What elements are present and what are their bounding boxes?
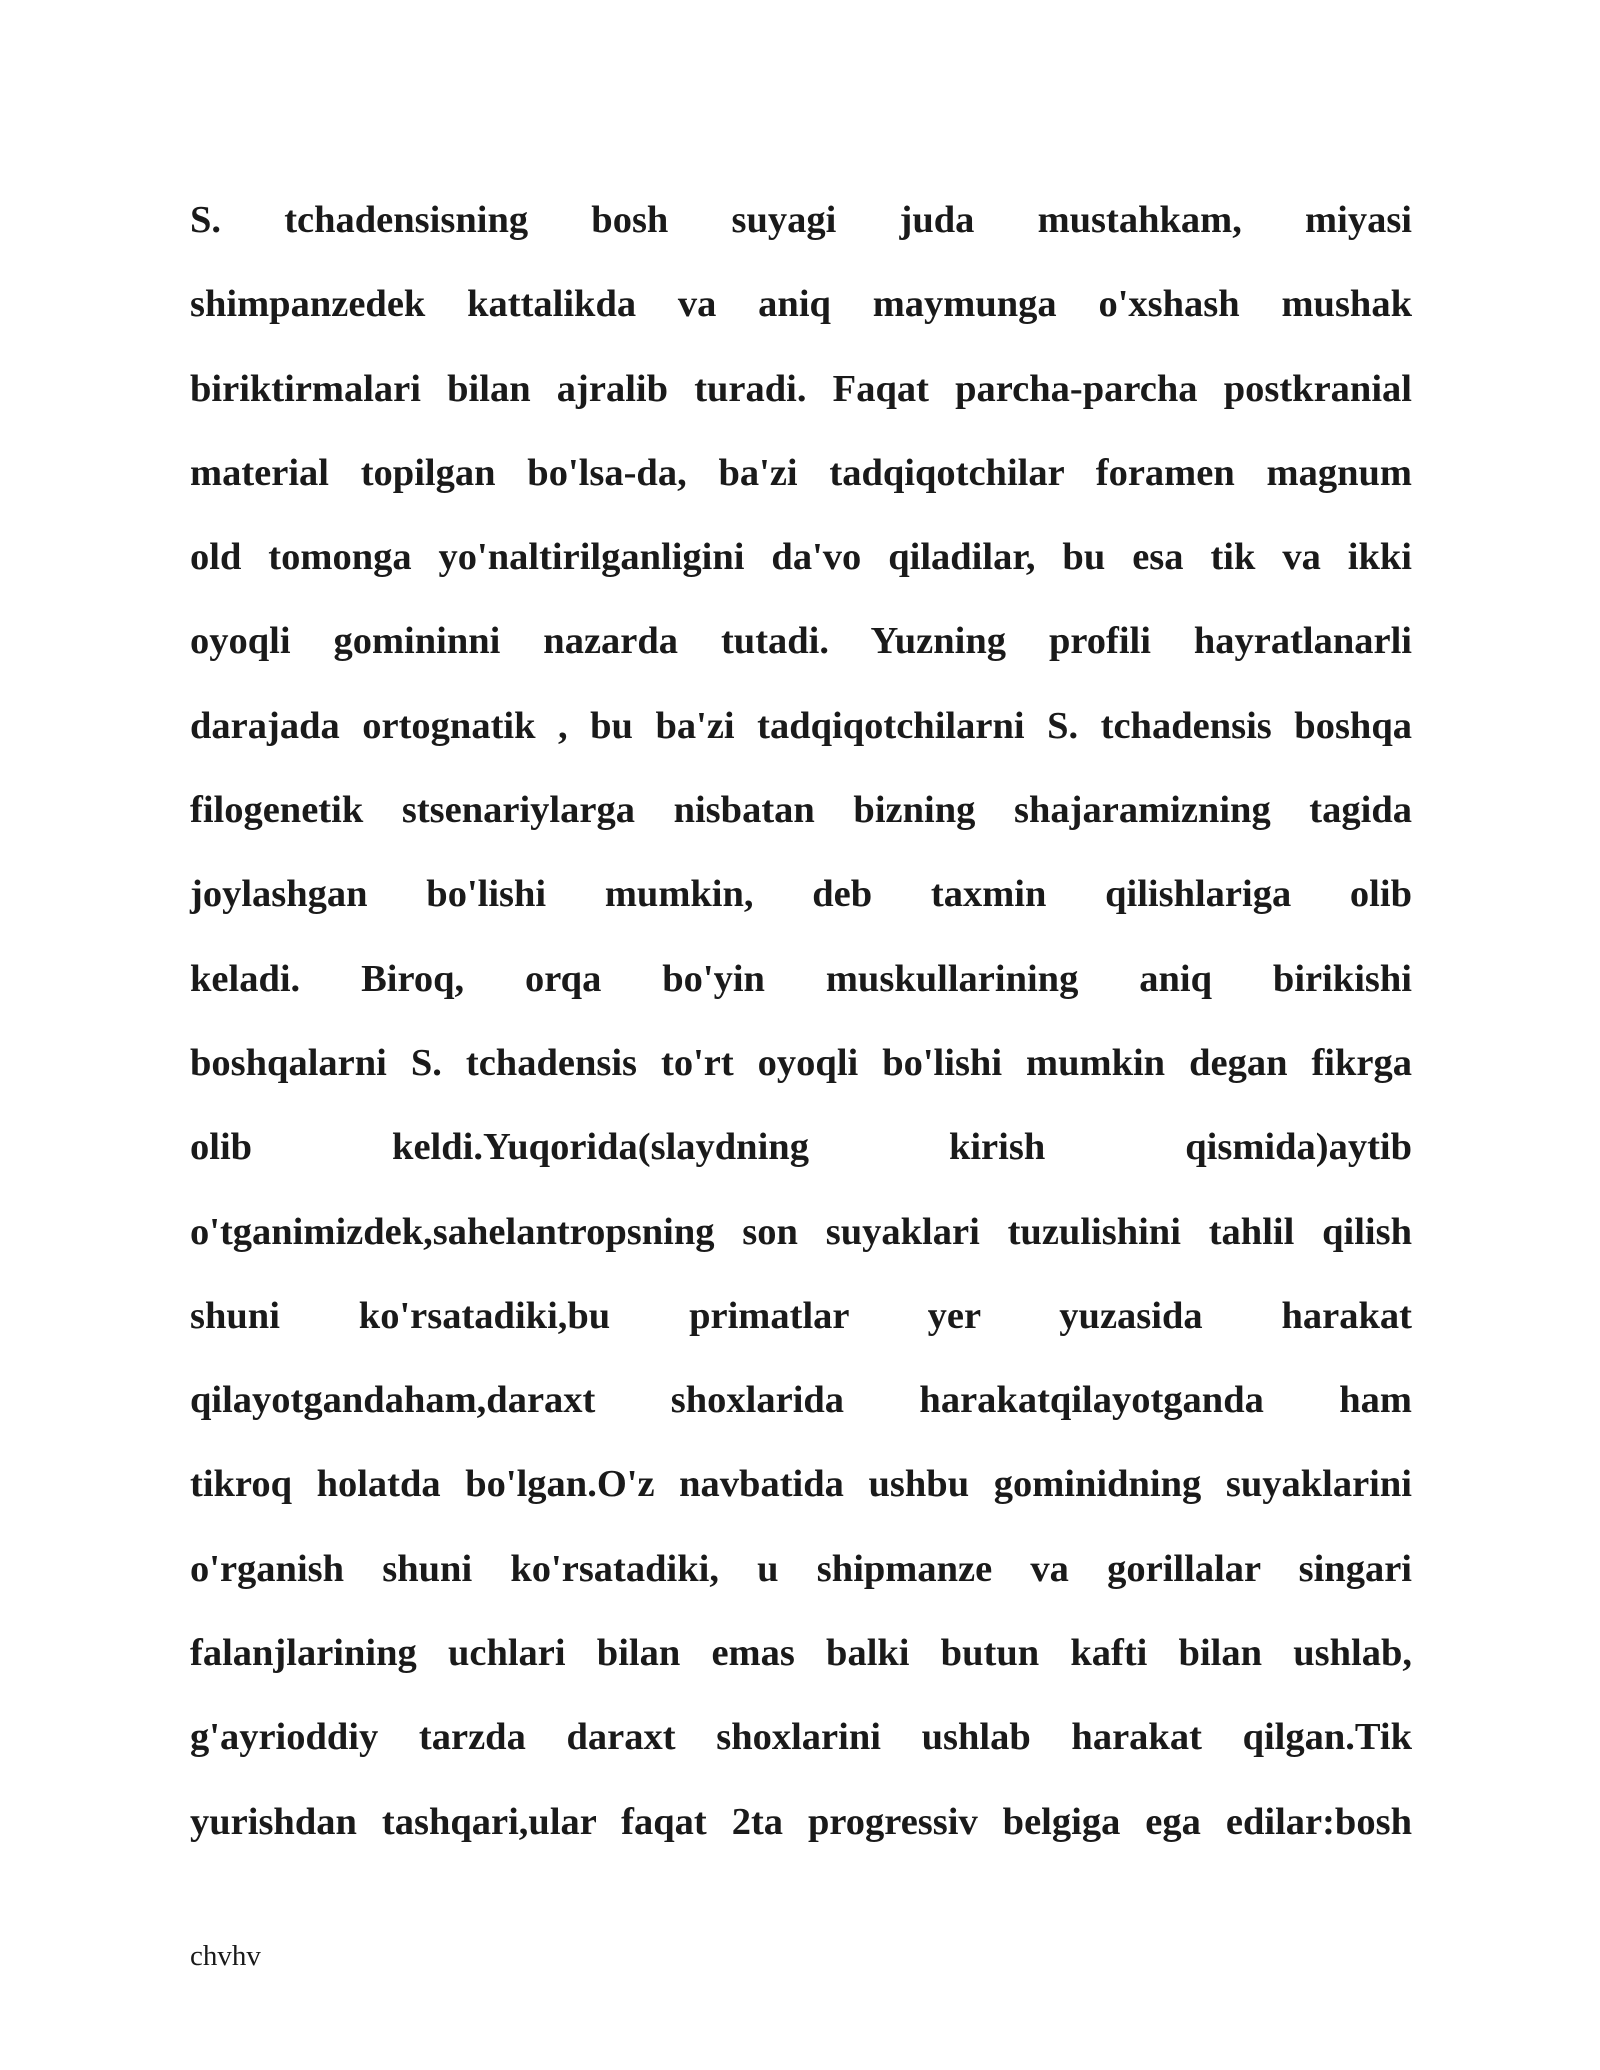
- text-line: filogenetik stsenariylarga nisbatan bizning shajaramizning tagida: [190, 789, 1412, 832]
- text-line: g'ayrioddiy tarzda daraxt shoxlarini ushlab harakat qilgan.Tik: [190, 1716, 1412, 1759]
- text-line: biriktirmalari bilan ajralib turadi. Faqat parcha-parcha postkranial: [190, 367, 1412, 410]
- text-line: oyoqli gomininni nazarda tutadi. Yuzning profili hayratlanarli: [190, 620, 1412, 663]
- text-line: yurishdan tashqari,ular faqat 2ta progressiv belgiga ega edilar:bosh: [190, 1800, 1412, 1843]
- text-line: o'tganimizdek,sahelantropsning son suyaklari tuzulishini tahlil qilish: [190, 1210, 1412, 1253]
- text-line: boshqalarni S. tchadensis to'rt oyoqli bo'lishi mumkin degan fikrga: [190, 1041, 1412, 1084]
- text-line: shimpanzedek kattalikda va aniq maymunga o'xshash mushak: [190, 283, 1412, 326]
- page-footer: chvhv: [190, 1940, 261, 1972]
- text-line: S. tchadensisning bosh suyagi juda mustahkam, miyasi: [190, 199, 1412, 241]
- body-paragraph: [190, 178, 1412, 1864]
- text-line: olib keldi.Yuqorida(slaydning kirish qismida)aytib: [190, 1126, 1412, 1169]
- text-line: qilayotgandaham,daraxt shoxlarida harakatqilayotganda ham: [190, 1379, 1412, 1422]
- text-line: falanjlarining uchlari bilan emas balki butun kafti bilan ushlab,: [190, 1632, 1412, 1675]
- text-line: joylashgan bo'lishi mumkin, deb taxmin qilishlariga olib: [190, 873, 1412, 916]
- text-line: keladi. Biroq, orqa bo'yin muskullarining aniq birikishi: [190, 957, 1412, 1000]
- text-line: tikroq holatda bo'lgan.O'z navbatida ushbu gominidning suyaklarini: [190, 1463, 1412, 1506]
- text-line: darajada ortognatik , bu ba'zi tadqiqotchilarni S. tchadensis boshqa: [190, 704, 1412, 747]
- text-line: old tomonga yo'naltirilganligini da'vo qiladilar, bu esa tik va ikki: [190, 536, 1412, 579]
- text-line: shuni ko'rsatadiki,bu primatlar yer yuzasida harakat: [190, 1294, 1412, 1337]
- text-line: o'rganish shuni ko'rsatadiki, u shipmanze va gorillalar singari: [190, 1547, 1412, 1590]
- text-line: material topilgan bo'lsa-da, ba'zi tadqiqotchilar foramen magnum: [190, 451, 1412, 494]
